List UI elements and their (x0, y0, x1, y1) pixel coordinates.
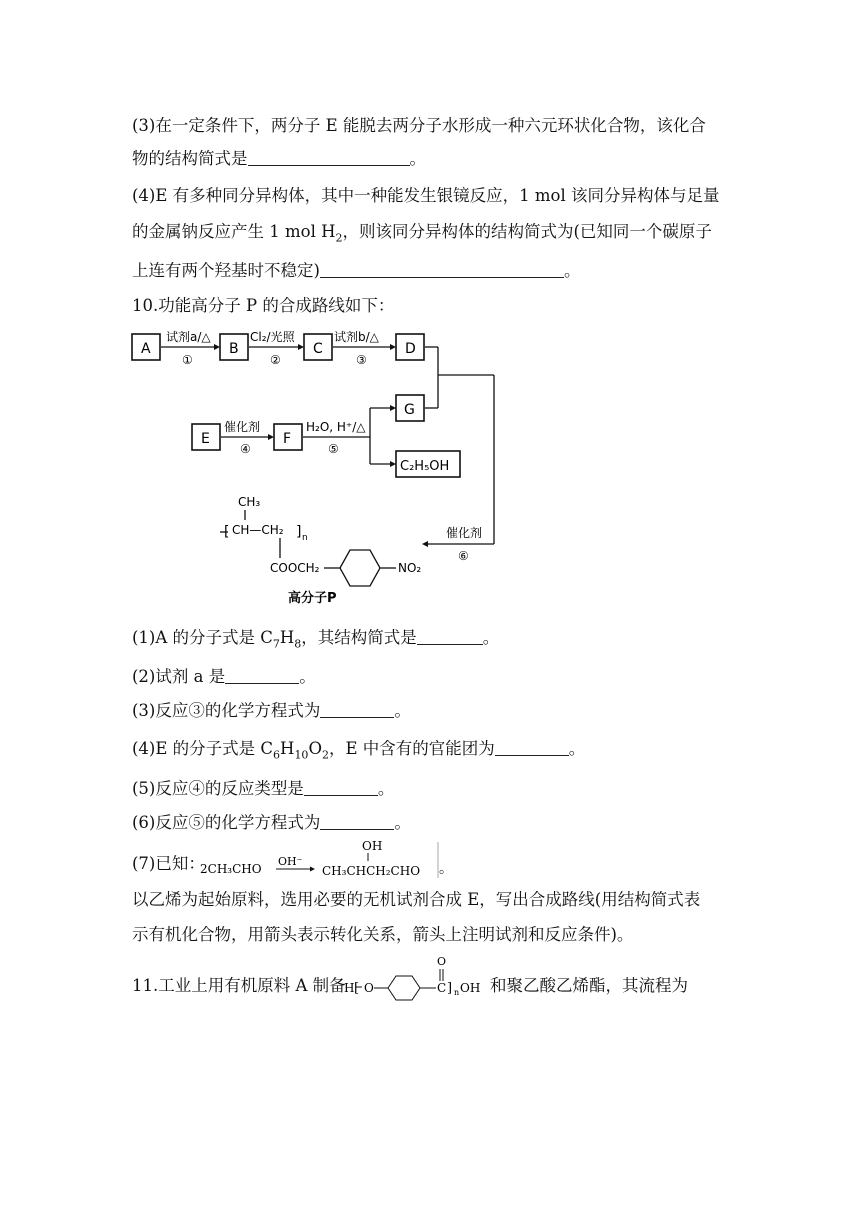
svg-text:[: [ (224, 524, 230, 540)
arrow-1-num: ① (182, 353, 193, 367)
polymer-p-structure (220, 495, 421, 606)
q10-part7: (7)已知： (132, 854, 205, 873)
arrow-3-label: 试剂b/△ (334, 330, 379, 344)
aldol-reaction (198, 838, 453, 882)
methyl-group: CH₃ (238, 495, 261, 509)
q10-part3 (132, 697, 411, 721)
answer-blank[interactable] (304, 779, 378, 796)
box-c-label: C (313, 341, 323, 357)
box-d-label: D (405, 341, 416, 357)
arrow-5-label: H₂O, H⁺/△ (306, 420, 366, 434)
arrow-3-num: ③ (356, 353, 367, 367)
q9-part3-text: 物的结构简式是 (132, 149, 248, 168)
q10-title: 10.功能高分子 P 的合成路线如下： (132, 296, 395, 315)
q10-part6 (132, 809, 411, 833)
ester-group: COOCH₂ (270, 561, 320, 575)
subscript: 2 (321, 748, 329, 762)
box-e-label: E (201, 431, 210, 447)
subscript: 2 (335, 231, 343, 245)
arrow-4-label: 催化剂 (224, 420, 261, 434)
q10-part4-text2: ，E 中含有的官能团为 (328, 739, 495, 758)
formula-h: H (344, 981, 355, 995)
box-ethanol-label: C₂H₅OH (400, 459, 450, 474)
q10-part1 (132, 624, 499, 650)
q9-part4-text: 的金属钠反应产生 1 mol H (132, 222, 336, 241)
q10-part1-text2: ，其结构简式是 (301, 628, 417, 647)
arrow-5-num: ⑤ (328, 442, 339, 456)
answer-blank[interactable] (417, 628, 483, 645)
q10-part7-line3: 示有机化合物，用箭头表示转化关系，箭头上注明试剂和反应条件)。 (132, 925, 634, 944)
svg-text:]: ] (447, 981, 453, 996)
box-a-label: A (141, 341, 151, 357)
element-h: H (279, 628, 295, 647)
polymer-p-label: 高分子P (288, 591, 337, 606)
formula-carbonyl-c: C (437, 981, 447, 995)
q10-part5-text: (5)反应④的反应类型是 (132, 779, 304, 798)
answer-blank[interactable] (320, 813, 394, 830)
formula-oh: OH (460, 981, 481, 995)
q10-part1-text: (1)A 的分子式是 C (132, 628, 273, 647)
period: 。 (409, 149, 426, 168)
subscript: 7 (272, 637, 280, 651)
arrow-4-num: ④ (240, 442, 251, 456)
period: 。 (439, 861, 453, 877)
element-o: O (308, 739, 322, 758)
answer-blank[interactable] (248, 149, 410, 166)
q11-polyester-formula (342, 954, 492, 1000)
box-b-label: B (229, 341, 239, 357)
box-g-label: G (404, 402, 415, 418)
answer-blank[interactable] (320, 261, 564, 278)
period: 。 (299, 667, 316, 686)
aldol-hydroxyl: OH (362, 839, 383, 853)
q9-part4-line3 (132, 257, 580, 281)
box-f-label: F (283, 431, 292, 447)
subscript: 10 (294, 748, 309, 762)
aldol-reactant: 2CH₃CHO (200, 862, 262, 876)
arrow-6-label: 催化剂 (446, 526, 483, 540)
svg-text:[: [ (354, 981, 360, 996)
period: 。 (377, 779, 395, 798)
q10-part4 (132, 735, 585, 761)
polymer-backbone: CH—CH₂ (232, 523, 284, 537)
polymer-n: n (302, 533, 308, 543)
q10-part2 (132, 663, 316, 687)
arrow-2-num: ② (270, 353, 281, 367)
q10-part5 (132, 775, 394, 799)
answer-blank[interactable] (225, 667, 299, 684)
q9-part3-line2 (132, 145, 426, 169)
answer-blank[interactable] (495, 739, 569, 756)
nitro-group: NO₂ (398, 561, 422, 575)
arrow-2-label: Cl₂/光照 (250, 330, 295, 344)
q11-text-a: 11.工业上用有机原料 A 制备 (132, 976, 346, 995)
formula-o: O (364, 981, 374, 995)
q10-part3-text: (3)反应③的化学方程式为 (132, 701, 321, 720)
q9-part4-line2 (132, 218, 712, 244)
q11-text-b: 和聚乙酸乙烯酯，其流程为 (490, 976, 688, 995)
benzene-ring (340, 550, 380, 586)
period: 。 (563, 261, 581, 280)
q10-part6-text: (6)反应⑤的化学方程式为 (132, 813, 321, 832)
synthesis-route-diagram (128, 322, 508, 612)
formula-n: n (454, 988, 460, 997)
formula-carbonyl-o: O (437, 955, 447, 968)
q10-part4-text: (4)E 的分子式是 C (132, 739, 274, 758)
q9-part4-text2: ，则该同分异构体的结构简式为(已知同一个碳原子 (342, 222, 712, 241)
answer-blank[interactable] (320, 701, 394, 718)
arrow-1-label: 试剂a/△ (166, 330, 211, 344)
q10-part7-line2: 以乙烯为起始原料，选用必要的无机试剂合成 E，写出合成路线(用结构简式表 (132, 890, 701, 909)
aldol-condition: OH⁻ (278, 855, 303, 868)
period: 。 (568, 739, 586, 758)
q9-part4-text3: 上连有两个羟基时不稳定) (132, 261, 320, 280)
q9-part4-line1: (4)E 有多种同分异构体，其中一种能发生银镜反应，1 mol 该同分异构体与足量 (132, 186, 720, 205)
svg-text:]: ] (296, 524, 302, 540)
period: 。 (482, 628, 500, 647)
element-h: H (280, 739, 295, 758)
period: 。 (394, 813, 411, 832)
subscript: 6 (273, 748, 281, 762)
q10-part2-text: (2)试剂 a 是 (132, 667, 226, 686)
aldol-product: CH₃CHCH₂CHO (322, 864, 421, 878)
subscript: 8 (294, 637, 302, 651)
period: 。 (394, 701, 411, 720)
q9-part3-line1: (3)在一定条件下，两分子 E 能脱去两分子水形成一种六元环状化合物，该化合 (132, 116, 706, 135)
formula-benzene-ring (388, 976, 420, 1000)
arrow-6-num: ⑥ (458, 549, 469, 563)
